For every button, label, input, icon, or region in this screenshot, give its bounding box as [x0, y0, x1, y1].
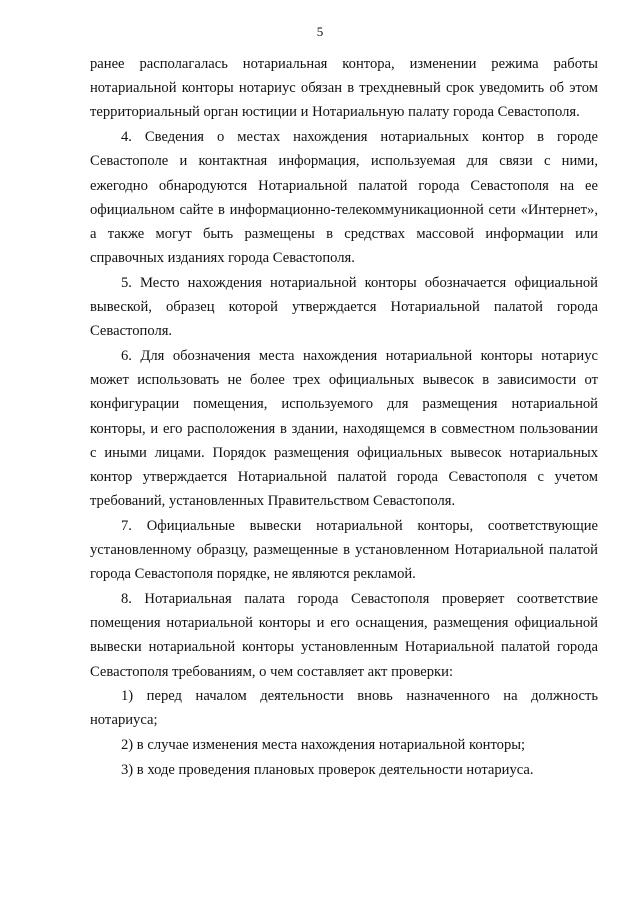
list-item-1: 1) перед началом деятельности вновь назначенного на должность нотариуса;: [90, 688, 598, 729]
document-body: [90, 52, 598, 782]
page-number: 5: [316, 24, 324, 39]
list-item-2: 2) в случае изменения места нахождения нотариальной конторы;: [121, 737, 526, 754]
paragraph-continuation: ранее располагалась нотариальная контора, изменении режима работы нотариальной конторы нотариус обязан в трехдневный срок уведомить об этом территориальный орган юстиции и Нотариальную палату города Севастополя.: [90, 56, 598, 121]
paragraph-item-7: 7. Официальные вывески нотариальной конторы, соответствующие установленному образцу, размещенные в установленном Нотариальной палатой города Севастополя порядке, не являются рекламой.: [90, 517, 598, 583]
paragraph-item-6: 6. Для обозначения места нахождения нотариальной конторы нотариус может использовать не более трех официальных вывесок в зависимости от конфигурации помещения, используемого для размещения нотариальной конторы, и его расположения в здании, находящемся в совместном пользовании с иными лицами. Порядок размещения официальных вывесок нотариальных контор утверждается Нотариальной палатой города Севастополя с учетом требований, установленных Правительством Севастополя.: [90, 347, 598, 510]
paragraph-item-5: 5. Место нахождения нотариальной конторы обозначается официальной вывеской, образец которой утверждается Нотариальной палатой города Севастополя.: [90, 274, 598, 340]
paragraph-item-4: 4. Сведения о местах нахождения нотариальных контор в городе Севастополе и контактная информация, используемая для связи с ними, ежегодно обнародуются Нотариальной палатой города Севастополя на ее официальном сайте в информационно-телекоммуникационной сети «Интернет», а также могут быть размещены в средствах массовой информации или справочных изданиях города Севастополя.: [90, 129, 598, 267]
paragraph-item-8: 8. Нотариальная палата города Севастополя проверяет соответствие помещения нотариальной конторы и его оснащения, размещения официальной вывески нотариальной конторы установленным Нотариальной палатой города Севастополя требованиям, о чем составляет акт проверки:: [90, 590, 598, 680]
list-item-3: 3) в ходе проведения плановых проверок деятельности нотариуса.: [121, 761, 534, 778]
